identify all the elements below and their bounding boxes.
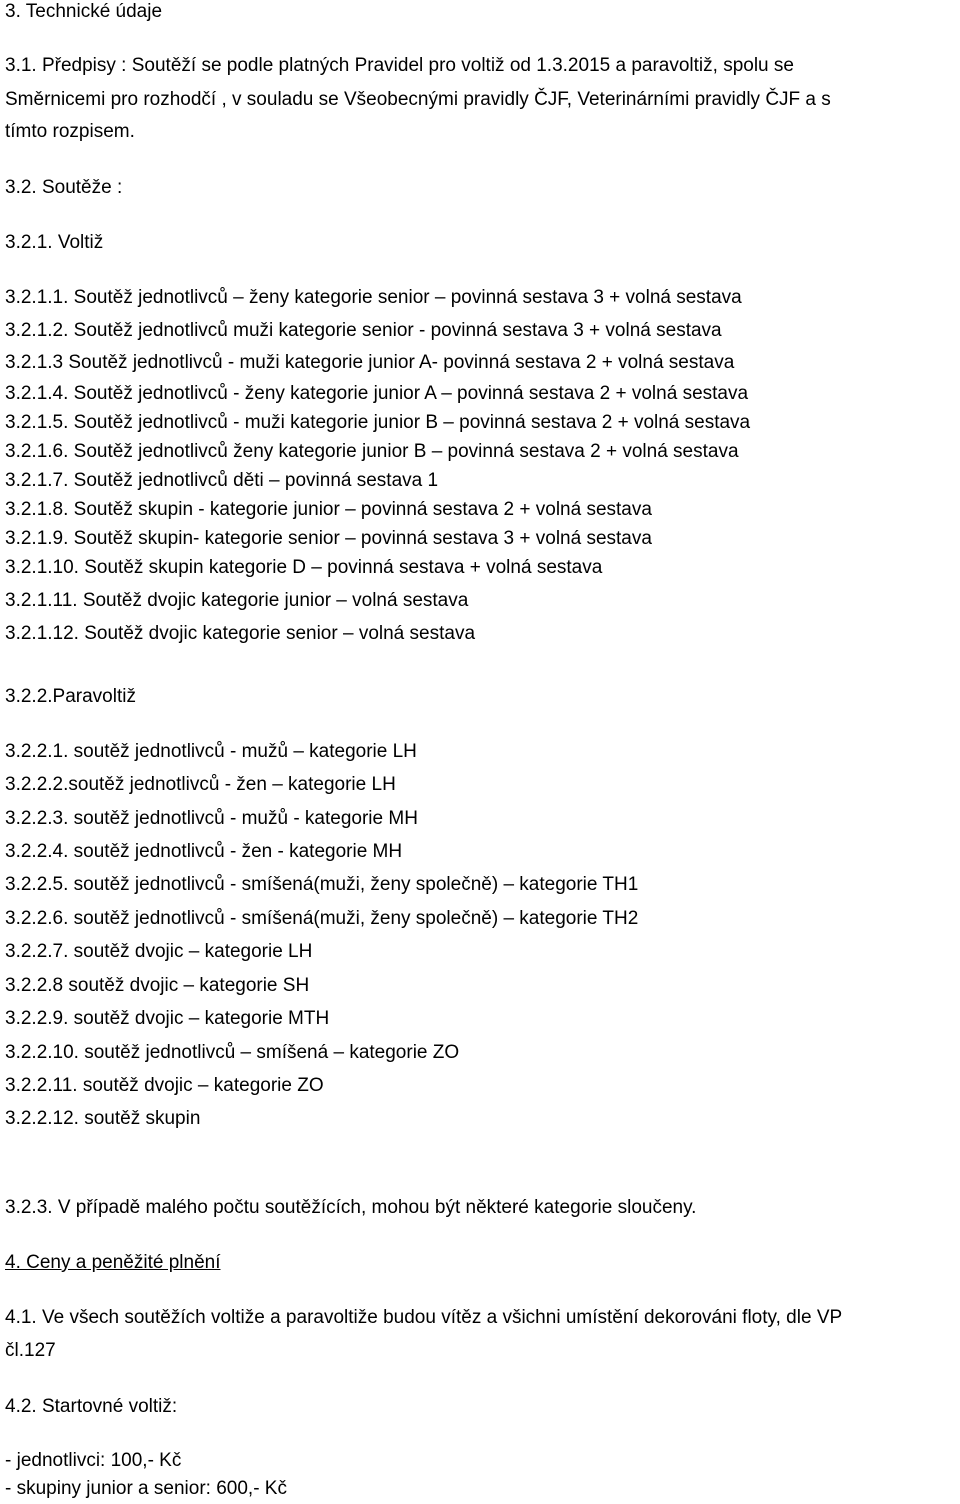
paragraph-4-1-line-1: 4.1. Ve všech soutěžích voltiže a paravoltiže budou vítěz a všichni umístění dekorováni floty, dle VP — [5, 1307, 843, 1328]
section-4-heading: 4. Ceny a peněžité plnění — [5, 1252, 221, 1273]
section-3-2-2-heading: 3.2.2.Paravoltiž — [5, 686, 136, 707]
paragraph-3-1-line-1: 3.1. Předpisy : Soutěží se podle platných Pravidel pro voltiž od 1.3.2015 a paravoltiž, spolu se — [5, 55, 794, 76]
list-item: 3.2.1.11. Soutěž dvojic kategorie junior – volná sestava — [5, 590, 469, 611]
section-3-2-1-heading: 3.2.1. Voltiž — [5, 232, 104, 253]
list-item: 3.2.1.10. Soutěž skupin kategorie D – povinná sestava + volná sestava — [5, 557, 603, 578]
paragraph-3-1-line-2: Směrnicemi pro rozhodčí , v souladu se Všeobecnými pravidly ČJF, Veterinárními pravidly ČJF a s — [5, 89, 831, 110]
list-item: 3.2.1.8. Soutěž skupin - kategorie junior – povinná sestava 2 + volná sestava — [5, 499, 652, 520]
section-3-heading: 3. Technické údaje — [5, 1, 163, 22]
list-item: 3.2.2.4. soutěž jednotlivců - žen - kategorie MH — [5, 841, 403, 862]
list-item: 3.2.1.2. Soutěž jednotlivců muži kategorie senior - povinná sestava 3 + volná sestava — [5, 320, 722, 341]
paragraph-4-1-line-2: čl.127 — [5, 1340, 56, 1361]
section-3-2-heading: 3.2. Soutěže : — [5, 177, 123, 198]
list-item: 3.2.2.9. soutěž dvojic – kategorie MTH — [5, 1008, 330, 1029]
list-item: 3.2.2.10. soutěž jednotlivců – smíšená – kategorie ZO — [5, 1042, 460, 1063]
list-item: 3.2.1.4. Soutěž jednotlivců - ženy kategorie junior A – povinná sestava 2 + volná sestava — [5, 383, 749, 404]
paragraph-3-1-line-3: tímto rozpisem. — [5, 121, 135, 142]
list-item: 3.2.2.12. soutěž skupin — [5, 1108, 201, 1129]
list-item: 3.2.1.3 Soutěž jednotlivců - muži kategorie junior A- povinná sestava 2 + volná sestava — [5, 352, 735, 373]
list-item: 3.2.2.5. soutěž jednotlivců - smíšená(muži, ženy společně) – kategorie TH1 — [5, 874, 639, 895]
list-item: 3.2.1.1. Soutěž jednotlivců – ženy kategorie senior – povinná sestava 3 + volná sestava — [5, 287, 742, 308]
list-item: - skupiny junior a senior: 600,- Kč — [5, 1478, 287, 1499]
list-item: 3.2.1.6. Soutěž jednotlivců ženy kategorie junior B – povinná sestava 2 + volná sestava — [5, 441, 739, 462]
list-item: 3.2.2.3. soutěž jednotlivců - mužů - kategorie MH — [5, 808, 418, 829]
list-item: 3.2.2.7. soutěž dvojic – kategorie LH — [5, 941, 313, 962]
list-item: 3.2.1.7. Soutěž jednotlivců děti – povinná sestava 1 — [5, 470, 439, 491]
paragraph-3-2-3: 3.2.3. V případě malého počtu soutěžících, mohou být některé kategorie sloučeny. — [5, 1197, 697, 1218]
list-item: 3.2.1.5. Soutěž jednotlivců - muži kategorie junior B – povinná sestava 2 + volná sestava — [5, 412, 751, 433]
list-item: - jednotlivci: 100,- Kč — [5, 1450, 182, 1471]
paragraph-4-2: 4.2. Startovné voltiž: — [5, 1396, 178, 1417]
list-item: 3.2.2.2.soutěž jednotlivců - žen – kategorie LH — [5, 774, 396, 795]
list-item: 3.2.2.1. soutěž jednotlivců - mužů – kategorie LH — [5, 741, 417, 762]
list-item: 3.2.1.9. Soutěž skupin- kategorie senior – povinná sestava 3 + volná sestava — [5, 528, 652, 549]
list-item: 3.2.1.12. Soutěž dvojic kategorie senior – volná sestava — [5, 623, 476, 644]
list-item: 3.2.2.11. soutěž dvojic – kategorie ZO — [5, 1075, 324, 1096]
list-item: 3.2.2.8 soutěž dvojic – kategorie SH — [5, 975, 310, 996]
list-item: 3.2.2.6. soutěž jednotlivců - smíšená(muži, ženy společně) – kategorie TH2 — [5, 908, 639, 929]
